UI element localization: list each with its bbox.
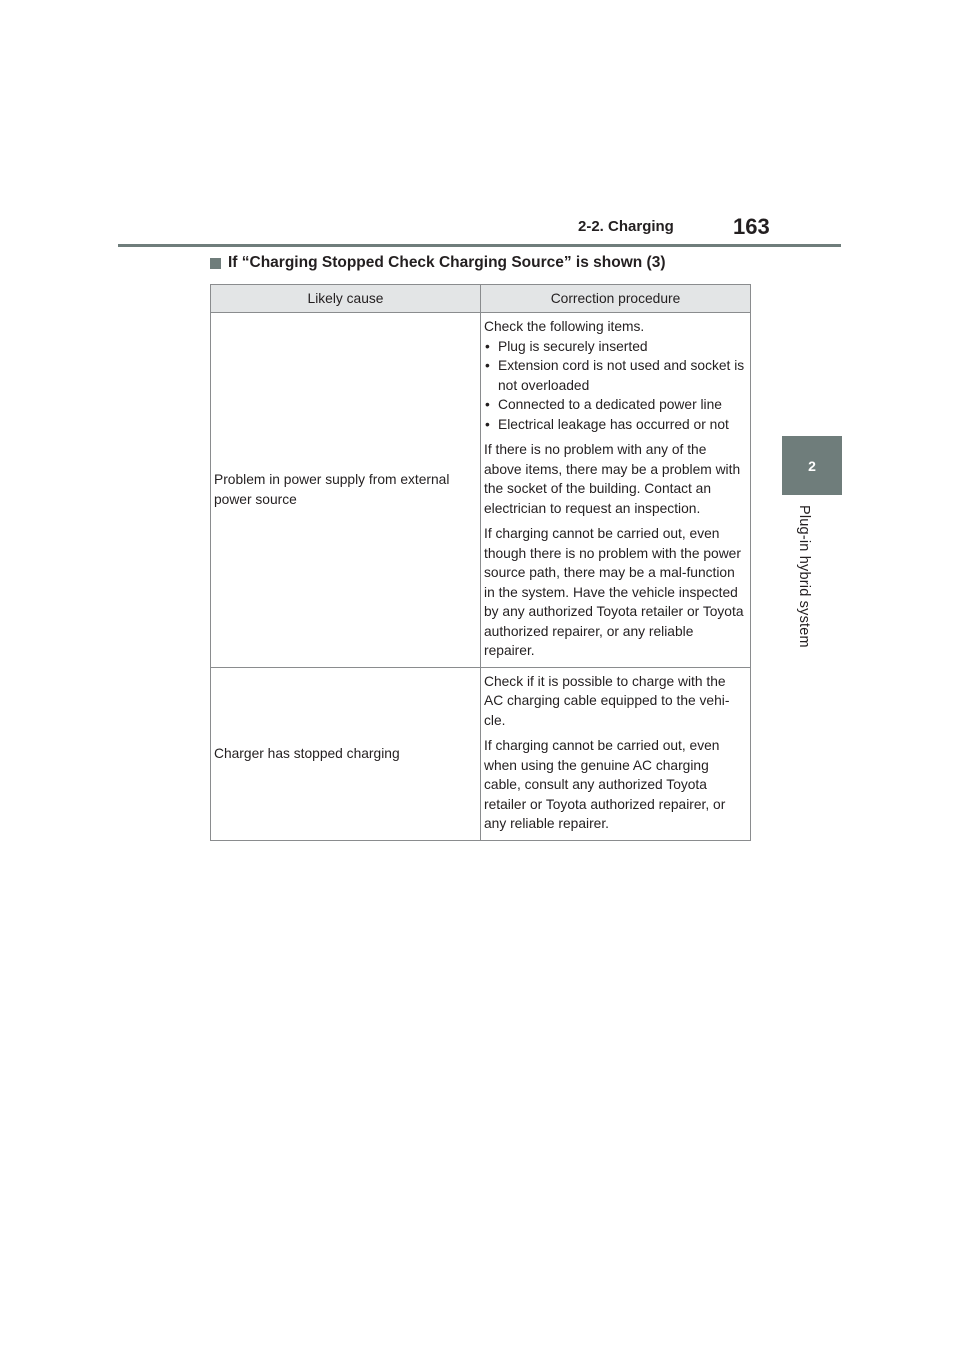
procedure-paragraph: If charging cannot be carried out, even when using the genuine AC charging cable, consult any authorized Toyota retailer or Toyota authorized repairer, or any reliable repairer. <box>484 738 726 831</box>
table-header-row <box>211 285 751 313</box>
bullet-icon: • <box>485 338 490 354</box>
chapter-number: 2 <box>808 457 816 474</box>
procedure-intro: Check the following items. <box>484 319 645 334</box>
procedure-paragraph: If charging cannot be carried out, even though there is no problem with the power source path, there may be a mal-function in the system. Have the vehicle inspected by any authorized Toyota retailer or Toyota authorized repairer, or any reliable repairer. <box>484 526 744 658</box>
header-section-title: 2-2. Charging <box>578 218 674 235</box>
page-number: 163 <box>733 214 770 239</box>
list-item <box>484 337 746 357</box>
square-bullet-icon <box>210 258 221 269</box>
table-row <box>211 313 751 668</box>
list-item <box>484 356 746 395</box>
procedure-paragraph: If there is no problem with any of the above items, there may be a problem with the socket of the building. Contact an electrician to request an inspection. <box>484 442 741 516</box>
column-header-procedure: Correction procedure <box>481 285 751 313</box>
procedure-cell <box>481 313 751 668</box>
column-header-cause: Likely cause <box>211 285 481 313</box>
list-item-text: Connected to a dedicated power line <box>498 397 722 412</box>
troubleshooting-table <box>210 284 751 841</box>
list-item-text: Extension cord is not used and socket is not overloaded <box>498 358 745 393</box>
check-list <box>484 337 746 435</box>
bullet-icon: • <box>485 358 490 373</box>
bullet-icon: • <box>485 397 490 412</box>
list-item-text: Electrical leakage has occurred or not <box>498 416 729 432</box>
list-item <box>484 415 746 435</box>
chapter-label: Plug-in hybrid system <box>796 505 812 648</box>
list-item-text: Plug is securely inserted <box>498 338 648 354</box>
cause-cell: Charger has stopped charging <box>211 667 481 840</box>
chapter-tab[interactable] <box>782 436 842 495</box>
header-divider <box>118 244 841 247</box>
section-heading-text: If “Charging Stopped Check Charging Source” is shown (3) <box>228 254 666 271</box>
section-heading <box>210 254 665 272</box>
cause-cell: Problem in power supply from external power source <box>211 313 481 668</box>
procedure-paragraph: Check if it is possible to charge with the AC charging cable equipped to the vehi-cle. <box>484 673 730 728</box>
procedure-cell <box>481 667 751 840</box>
list-item <box>484 395 746 415</box>
bullet-icon: • <box>485 416 490 432</box>
table-row <box>211 667 751 840</box>
